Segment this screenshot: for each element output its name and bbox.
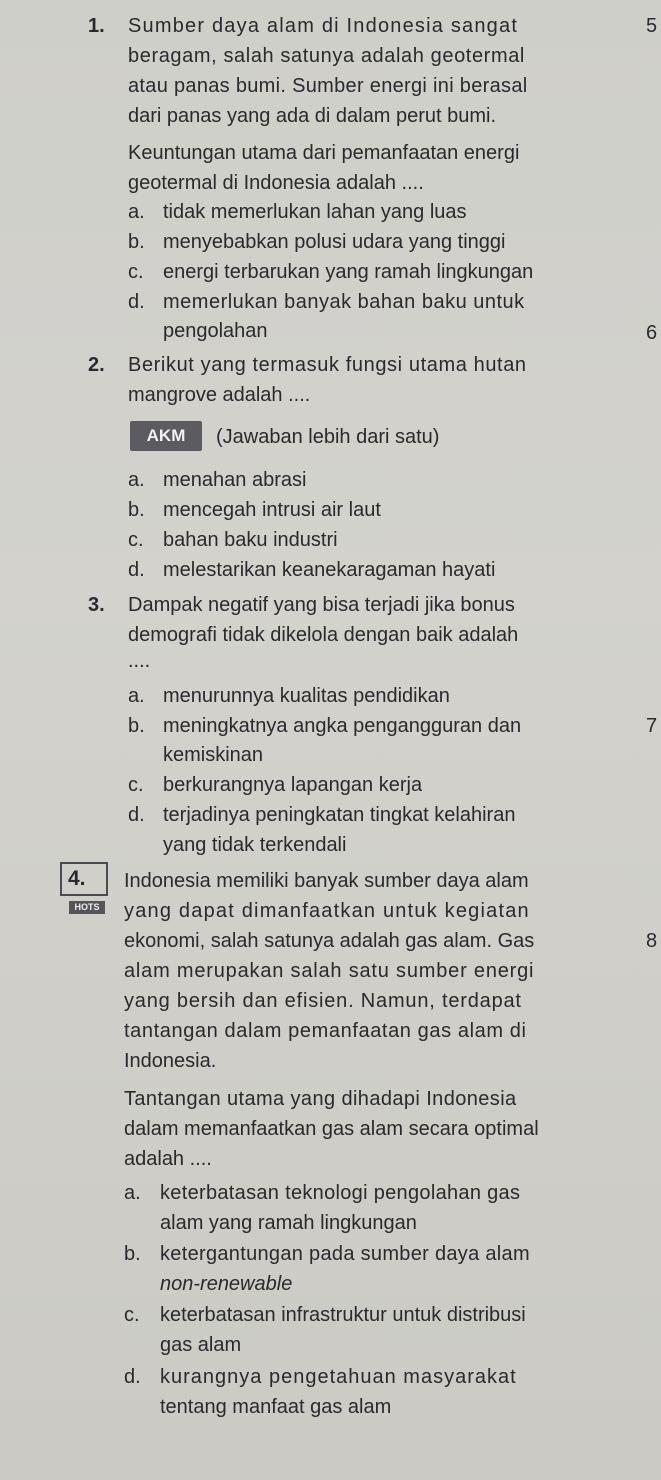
q4-stem-line: alam merupakan salah satu sumber energi [124,960,535,982]
q1-stem-line: atau panas bumi. Sumber energi ini berasal [128,75,528,97]
q2-stem-line: mangrove adalah .... [128,384,311,406]
q3-stem-line: demografi tidak dikelola dengan baik adalah [128,624,519,646]
edge-mark: 8 [646,930,658,952]
q2-number: 2. [88,354,105,376]
q2-option-letter: d. [128,559,145,581]
edge-mark: 7 [646,715,658,737]
q4-stem-line: Indonesia memiliki banyak sumber daya alam [124,870,529,892]
q3-option-text: kemiskinan [163,744,264,766]
q2-badge-note: (Jawaban lebih dari satu) [216,426,440,448]
q1-option-text: pengolahan [163,320,268,342]
q4-question-line: adalah .... [124,1148,212,1170]
q3-option-text: terjadinya peningkatan tingkat kelahiran [163,804,516,826]
q2-option-letter: b. [128,499,145,521]
q3-option-text: berkurangnya lapangan kerja [163,774,423,796]
edge-mark: 6 [646,322,658,344]
q1-option-text: menyebabkan polusi udara yang tinggi [163,231,506,253]
q4-stem-line: tantangan dalam pemanfaatan gas alam di [124,1020,527,1042]
q1-option-letter: d. [128,291,145,313]
q4-option-text: tentang manfaat gas alam [160,1396,392,1418]
q2-option-letter: c. [128,529,144,551]
q4-option-letter: c. [124,1304,140,1326]
q4-option-text: alam yang ramah lingkungan [160,1212,417,1234]
q1-option-letter: c. [128,261,144,283]
q4-question-line: Tantangan utama yang dihadapi Indonesia [124,1088,517,1110]
q4-option-text: ketergantungan pada sumber daya alam [160,1243,530,1265]
q4-option-text: keterbatasan teknologi pengolahan gas [160,1182,521,1204]
q1-stem-line: dari panas yang ada di dalam perut bumi. [128,105,497,127]
q4-question-line: dalam memanfaatkan gas alam secara optimal [124,1118,539,1140]
q2-option-letter: a. [128,469,145,491]
q2-option-text: mencegah intrusi air laut [163,499,381,521]
q4-option-text: keterbatasan infrastruktur untuk distribusi [160,1304,526,1326]
edge-mark: 5 [646,15,658,37]
q4-option-text: kurangnya pengetahuan masyarakat [160,1366,517,1388]
q2-option-text: melestarikan keanekaragaman hayati [163,559,496,581]
hots-badge: HOTS [69,901,105,914]
q4-stem-line: yang dapat dimanfaatkan untuk kegiatan [124,900,530,922]
q1-option-text: memerlukan banyak bahan baku untuk [163,291,525,313]
q4-stem-line: yang bersih dan efisien. Namun, terdapat [124,990,522,1012]
akm-badge: AKM [130,421,202,451]
q4-stem-line: Indonesia. [124,1050,217,1072]
q3-option-text: meningkatnya angka pengangguran dan [163,715,522,737]
q1-option-letter: b. [128,231,145,253]
q1-option-text: tidak memerlukan lahan yang luas [163,201,467,223]
q4-stem-line: ekonomi, salah satunya adalah gas alam. Gas [124,930,535,952]
q1-number: 1. [88,15,105,37]
q4-option-letter: a. [124,1182,141,1204]
q1-option-text: energi terbarukan yang ramah lingkungan [163,261,534,283]
q1-option-letter: a. [128,201,145,223]
q4-option-text: gas alam [160,1334,242,1356]
q1-stem-line: Sumber daya alam di Indonesia sangat [128,15,519,37]
q4-option-letter: b. [124,1243,141,1265]
q1-question-line: geotermal di Indonesia adalah .... [128,172,424,194]
q4-option-text: non-renewable [160,1273,293,1295]
q3-option-text: menurunnya kualitas pendidikan [163,685,450,707]
q3-option-letter: d. [128,804,145,826]
q3-option-letter: a. [128,685,145,707]
q2-option-text: menahan abrasi [163,469,307,491]
q3-stem-line: .... [128,650,151,672]
q4-option-letter: d. [124,1366,141,1388]
q3-option-letter: b. [128,715,145,737]
q4-number: 4. [68,867,86,890]
q3-option-letter: c. [128,774,144,796]
q3-number: 3. [88,594,105,616]
q2-stem-line: Berikut yang termasuk fungsi utama hutan [128,354,527,376]
q1-question-line: Keuntungan utama dari pemanfaatan energi [128,142,520,164]
q3-stem-line: Dampak negatif yang bisa terjadi jika bonus [128,594,515,616]
q1-stem-line: beragam, salah satunya adalah geotermal [128,45,525,67]
q3-option-text: yang tidak terkendali [163,834,347,856]
q2-option-text: bahan baku industri [163,529,338,551]
